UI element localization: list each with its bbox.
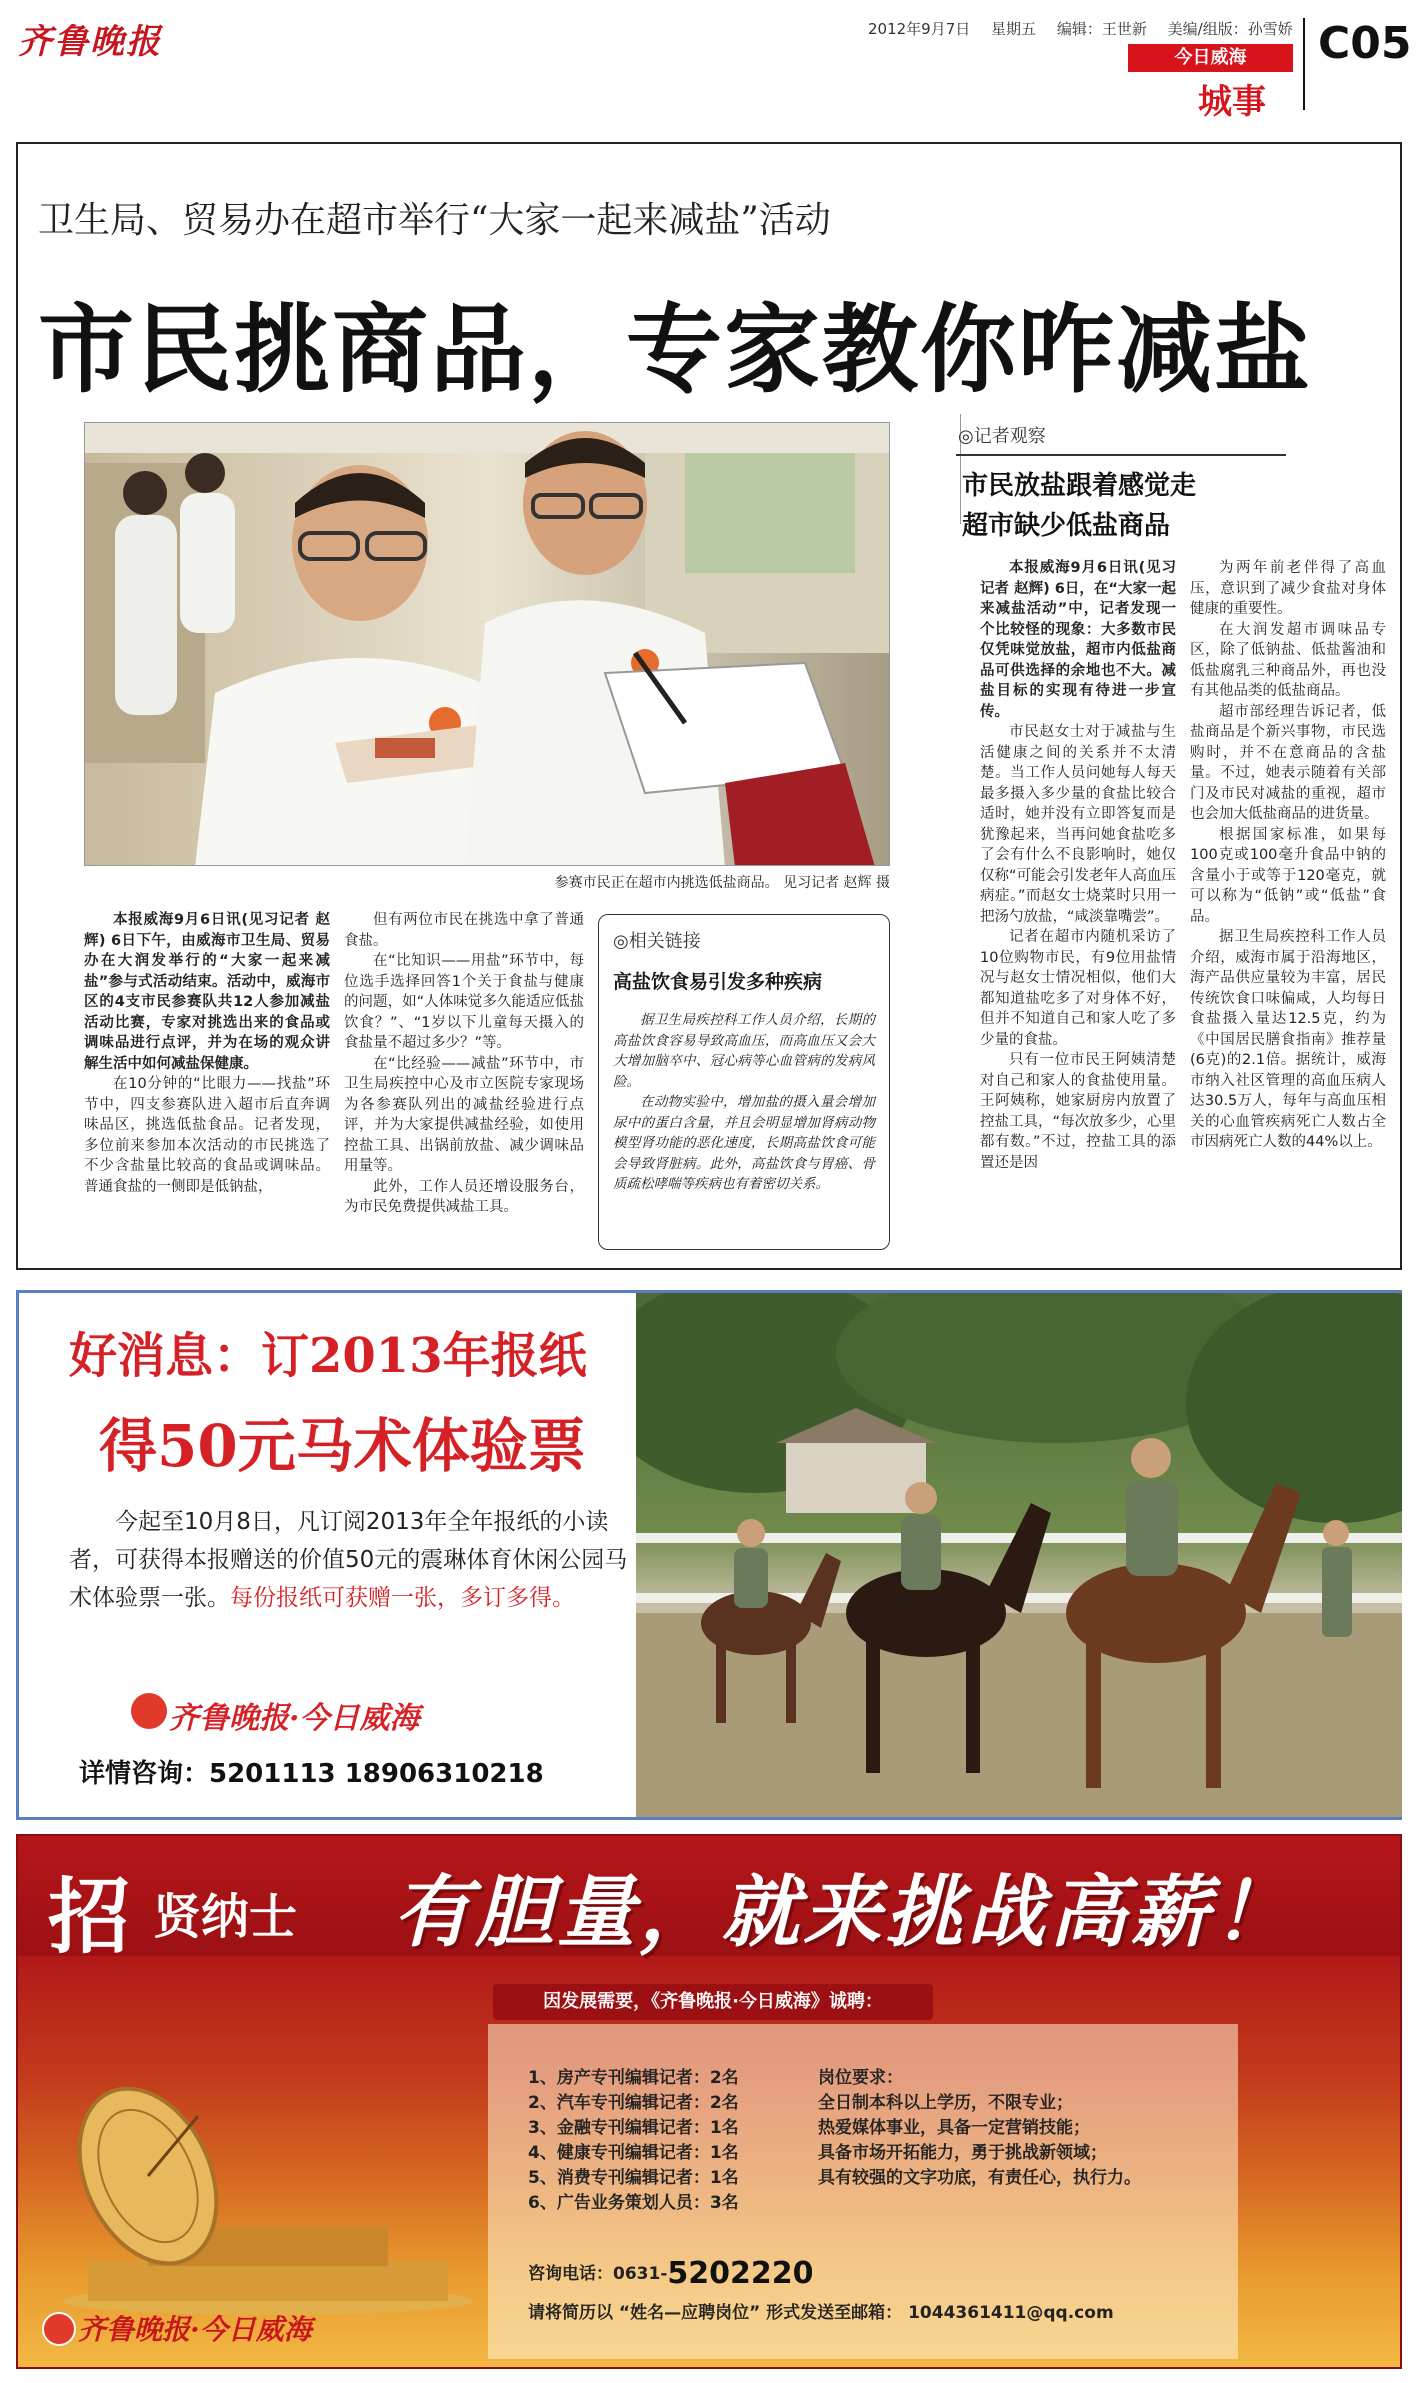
observation-title-1: 市民放盐跟着感觉走	[962, 471, 1197, 501]
story-photo	[84, 422, 890, 866]
masthead-divider	[1303, 18, 1305, 110]
position-item: 1、房产专刊编辑记者：2名	[528, 2068, 739, 2088]
section-tag: 今日威海	[1128, 44, 1293, 72]
section-name: 城事	[1198, 82, 1266, 122]
requirement-item: 热爱媒体事业，具备一定营销技能；	[818, 2118, 1090, 2138]
story-paragraph: 在“比知识——用盐”环节中，每位选手选择回答1个关于食盐与健康的问题，如“人体味觉多久能适应低盐饮食？”、“1岁以下儿童每天摄入的食盐量不超过多少？”等。	[344, 953, 584, 1051]
horse-riding-illustration	[636, 1293, 1402, 1817]
story-paragraph: 市民赵女士对于减盐与生活健康之间的关系并不太清楚。当工作人员问她每人每天最多摄入多少量的食盐比较合适时，她并没有立即答复而是犹豫起来，当再问她食盐吃多了会有什么不良影响时，她仅仅称“可能会引发老年人高血压病症。”而赵女士烧菜时只用一把汤勺放盐，“咸淡靠嘴尝”。	[980, 724, 1177, 925]
designer-credit: 美编/组版：孙雪娇	[1167, 20, 1293, 38]
recruit-email: 请将简历以 “姓名—应聘岗位” 形式发送至邮箱： 1044361411@qq.com	[528, 2303, 1114, 2323]
recruit-char: 招	[48, 1869, 131, 1965]
observation-rule	[956, 454, 1286, 456]
related-link-kicker: ◎相关链接	[613, 931, 701, 952]
recruit-brand: 齐鲁晚报·今日威海	[78, 2313, 312, 2346]
issue-weekday: 星期五	[991, 20, 1037, 38]
ad-prize: 得50元马术体验票	[99, 1412, 586, 1480]
story-column-4	[1190, 558, 1386, 1153]
ad-contact: 详情咨询：5201113 18906310218	[79, 1759, 544, 1789]
story-paragraph: 但有两位市民在挑选中拿了普通食盐。	[344, 912, 584, 949]
story-column-1	[84, 910, 330, 1197]
recruitment-ad	[16, 1834, 1402, 2369]
position-item: 6、广告业务策划人员：3名	[528, 2193, 739, 2213]
editor-credit: 编辑：王世新	[1056, 20, 1147, 38]
requirement-item: 具备市场开拓能力，勇于挑战新领域；	[818, 2143, 1107, 2163]
story-paragraph: 在大润发超市调味品专区，除了低钠盐、低盐酱油和低盐腐乳三种商品外，再也没有其他品类的低盐商品。	[1190, 621, 1386, 699]
story-paragraph: 在10分钟的“比眼力——找盐”环节中，四支参赛队进入超市后直奔调味品区，挑选低盐食品。记者发现，多位前来参加本次活动的市民挑选了不少含盐量比较高的食品或调味品。普通食盐的一侧即是低钠盐，	[84, 1076, 330, 1195]
masthead	[0, 0, 1417, 120]
story-paragraph: 只有一位市民王阿姨清楚对自己和家人的食盐使用量。王阿姨称，她家厨房内放置了控盐工具，“每次放多少，心里都有数。”不过，控盐工具的添置还是因	[980, 1052, 1177, 1171]
subscription-ad	[16, 1290, 1402, 1820]
horse-riding-photo	[636, 1293, 1402, 1817]
story-paragraph: 本报威海9月6日讯(见习记者 赵辉) 6日，在“大家一起来减盐活动”中，记者发现一个比较怪的现象：大多数市民仅凭味觉放盐，超市内低盐商品可供选择的余地也不大。减盐目标的实现有待进一步宣传。	[980, 560, 1176, 720]
related-link-body	[613, 1010, 875, 1195]
position-item: 2、汽车专刊编辑记者：2名	[528, 2093, 739, 2113]
recruit-slogan: 有胆量，就来挑战高薪！	[393, 1868, 1296, 1958]
requirement-item: 全日制本科以上学历，不限专业；	[818, 2093, 1073, 2113]
recruit-subtitle: 贤纳士	[153, 1889, 298, 1945]
requirement-item: 岗位要求：	[818, 2068, 903, 2088]
story-paragraph: 为两年前老伴得了高血压，意识到了减少食盐对身体健康的重要性。	[1190, 560, 1386, 617]
requirements-list	[818, 2066, 1141, 2191]
phone-label: 咨询电话：0631-	[528, 2264, 668, 2284]
ad-brand: 齐鲁晚报·今日威海	[169, 1701, 420, 1736]
story-paragraph: 记者在超市内随机采访了10位购物市民，有9位用盐情况与赵女士情况相似，他们大都知道盐吃多了对身体不好，但并不知道自己和家人吃了多少量的食盐。	[980, 929, 1176, 1048]
main-story	[16, 142, 1402, 1270]
recruit-phone	[528, 2256, 814, 2291]
photo-caption: 参赛市民正在超市内挑选低盐商品。 见习记者 赵辉 摄	[554, 875, 890, 891]
story-column-3	[980, 558, 1176, 1173]
story-paragraph: 本报威海9月6日讯(见习记者 赵辉) 6日下午，由威海市卫生局、贸易办在大润发举行的“大家一起来减盐”参与式活动结束。活动中，威海市区的4支市民参赛队共12人参加减盐活动比赛，专家对挑选出来的食品或调味品进行点评，并为在场的观众讲解生活中如何减盐保健康。	[84, 912, 330, 1072]
related-link-paragraph: 据卫生局疾控科工作人员介绍，长期的高盐饮食容易导致高血压，而高血压又会大大增加脑卒中、冠心病等心血管病的发病风险。	[613, 1012, 875, 1090]
reporter-observation-header	[956, 422, 1386, 546]
newspaper-emblem-icon	[42, 2312, 76, 2346]
observation-title-2: 超市缺少低盐商品	[962, 511, 1171, 541]
phone-number: 5202220	[667, 2256, 814, 2291]
story-paragraph: 超市部经理告诉记者，低盐商品是个新兴事物，市民选购时，并不在意商品的含盐量。不过，她表示随着有关部门及市民对减盐的重视，超市也会加大低盐商品的进货量。	[1190, 703, 1386, 822]
newspaper-logo: 齐鲁晚报	[18, 22, 162, 62]
related-link-paragraph: 在动物实验中，增加盐的摄入量会增加尿中的蛋白含量，并且会明显增加肾病动物模型肾功能的恶化速度，长期高盐饮食可能会导致肾脏病。此外，高盐饮食与胃癌、骨质疏松哮喘等疾病也有着密切关系。	[613, 1094, 875, 1192]
observation-kicker: ◎记者观察	[958, 426, 1046, 447]
positions-list	[528, 2066, 739, 2216]
ad-body-highlight: 每份报纸可获赠一张，多订多得。	[230, 1585, 575, 1611]
story-subhead: 卫生局、贸易办在超市举行“大家一起来减盐”活动	[38, 200, 831, 241]
ad-body	[69, 1503, 629, 1617]
issue-date: 2012年9月7日	[868, 20, 971, 38]
position-item: 4、健康专刊编辑记者：1名	[528, 2143, 739, 2163]
story-paragraph: 根据国家标准，如果每100克或100毫升食品中钠的含量小于或等于120毫克，就可以称为“低钠”或“低盐”食品。	[1190, 826, 1386, 925]
page-number: C05	[1318, 18, 1412, 69]
story-paragraph: 此外，工作人员还增设服务台，为市民免费提供减盐工具。	[344, 1178, 584, 1215]
ad-good-news: 好消息：订2013年报纸	[69, 1328, 587, 1384]
position-item: 3、金融专刊编辑记者：1名	[528, 2118, 739, 2138]
supermarket-photo-illustration	[85, 423, 890, 866]
story-headline: 市民挑商品，专家教你咋减盐	[38, 294, 1312, 406]
ad-body-main: 今起至10月8日，凡订阅2013年全年报纸的小读者，可获得本报赠送的价值50元的震琳体育休闲公园马术体验票一张。	[69, 1509, 628, 1611]
recruit-notice: 因发展需要，《齐鲁晚报·今日威海》诚聘：	[493, 1984, 933, 2020]
sundial-icon	[58, 2086, 478, 2316]
story-paragraph: 据卫生局疾控科工作人员介绍，威海市属于沿海地区，海产品供应量较为丰富，居民传统饮食口味偏咸，人均每日食盐摄入量达12.5克，约为《中国居民膳食指南》推荐量(6克)的2.1倍。据统计，威海市纳入社区管理的高血压病人达30.5万人，每年与高血压相关的心血管疾病死亡人数占全市因病死亡人数的44%以上。	[1190, 929, 1386, 1150]
newspaper-emblem-icon	[131, 1693, 167, 1729]
issue-meta	[868, 18, 1309, 39]
related-link-title: 高盐饮食易引发多种疾病	[613, 971, 823, 993]
position-item: 5、消费专刊编辑记者：1名	[528, 2168, 739, 2188]
related-link-box	[598, 914, 890, 1250]
story-paragraph: 在“比经验——减盐”环节中，市卫生局疾控中心及市立医院专家现场为各参赛队列出的减盐经验进行点评，并为大家提供减盐经验，如使用控盐工具、出锅前放盐、减少调味品用量等。	[344, 1055, 584, 1174]
story-column-2	[344, 910, 584, 1218]
requirement-item: 具有较强的文字功底，有责任心，执行力。	[818, 2168, 1141, 2188]
